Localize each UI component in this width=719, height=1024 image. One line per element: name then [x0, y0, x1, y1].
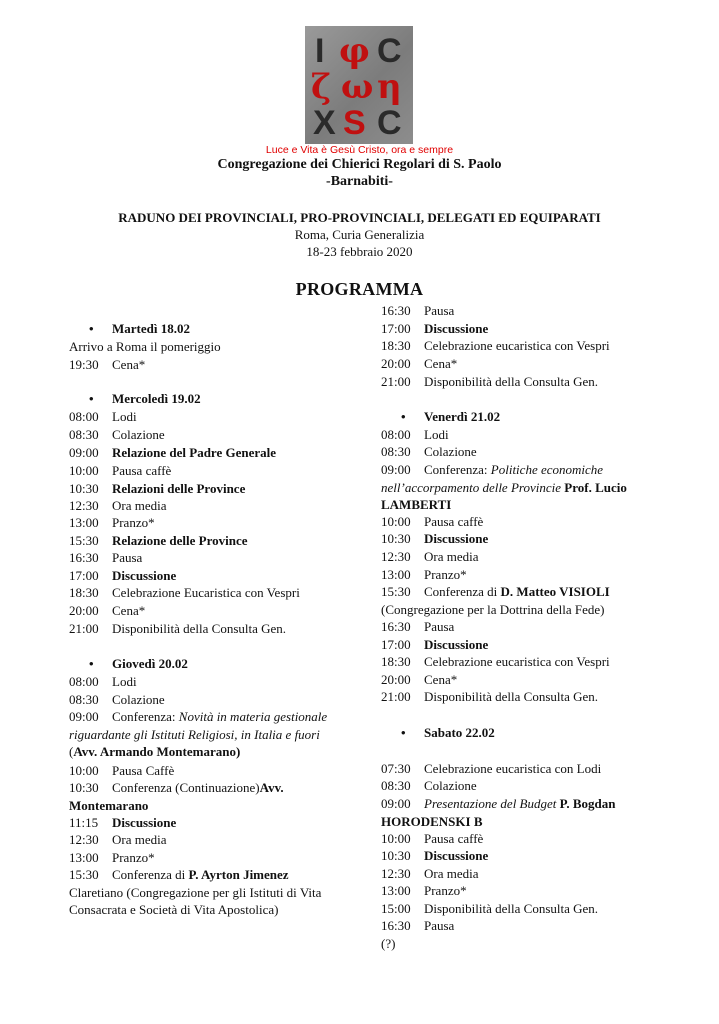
schedule-row: 20:00 Cena*	[69, 603, 146, 618]
motto: Luce e Vita è Gesù Cristo, ora e sempre	[265, 144, 454, 156]
logo-letter-2: φ	[339, 31, 370, 71]
schedule-row: 15:30 Relazione delle Province	[69, 533, 248, 548]
day-heading: • Martedì 18.02	[69, 320, 190, 338]
logo-letter-5: ω	[341, 67, 374, 107]
schedule-row: 13:00 Pranzo*	[69, 515, 155, 530]
schedule-row: 09:00 Conferenza: Novità in materia gestionale riguardante gli Istituti Religiosi, in Italia e fuori (Avv. Armando Montemarano)	[69, 709, 328, 759]
schedule-note: (?)	[381, 936, 396, 951]
logo-letter-9: C	[377, 104, 402, 142]
schedule-row: 10:30 Discussione	[381, 531, 489, 546]
meeting-dates: 18-23 febbraio 2020	[306, 244, 413, 259]
order-name: -Barnabiti-	[326, 174, 393, 189]
congregation-logo	[305, 26, 413, 144]
schedule-row: 18:30 Celebrazione Eucaristica con Vespri	[69, 585, 300, 600]
schedule-row: 09:00 Presentazione del Budget P. Bogdan HORODENSKI B	[381, 796, 616, 829]
schedule-row: 10:30 Discussione	[381, 848, 489, 863]
schedule-row: 20:00 Cena*	[381, 672, 458, 687]
schedule-row: 08:00 Lodi	[69, 674, 137, 689]
schedule-row: 12:30 Ora media	[69, 498, 167, 513]
meeting-title: RADUNO DEI PROVINCIALI, PRO-PROVINCIALI, DELEGATI ED EQUIPARATI	[118, 210, 601, 225]
schedule-row: 10:00 Pausa Caffè	[69, 763, 175, 778]
schedule-row: 18:30 Celebrazione eucaristica con Vespri	[381, 654, 610, 669]
schedule-row: 21:00 Disponibilità della Consulta Gen.	[381, 374, 599, 389]
schedule-row: 12:30 Ora media	[381, 549, 479, 564]
schedule-row: 08:30 Colazione	[69, 692, 165, 707]
schedule-row: 09:00 Conferenza: Politiche economiche nell’accorpamento delle Provincie Prof. Lucio LAMBERTI	[381, 462, 627, 512]
schedule-row: 07:30 Celebrazione eucaristica con Lodi	[381, 761, 602, 776]
schedule-row: 15:30 Conferenza di D. Matteo VISIOLI (Congregazione per la Dottrina della Fede)	[381, 584, 610, 617]
logo-letter-7: X	[313, 104, 336, 142]
schedule-row: 17:00 Discussione	[381, 637, 489, 652]
logo-letter-1: I	[315, 32, 325, 70]
meeting-place: Roma, Curia Generalizia	[294, 227, 425, 242]
schedule-row: 08:00 Lodi	[381, 427, 449, 442]
schedule-row: 08:30 Colazione	[381, 444, 477, 459]
schedule-row: 12:30 Ora media	[69, 832, 167, 847]
schedule-row: 16:30 Pausa	[381, 619, 455, 634]
logo-letter-3: C	[377, 32, 402, 70]
logo-letter-6: η	[377, 67, 402, 107]
schedule-row: 16:30 Pausa	[381, 303, 455, 318]
schedule-row: 17:00 Discussione	[69, 568, 177, 583]
schedule-row: 15:30 Conferenza di P. Ayrton Jimenez Claretiano (Congregazione per gli Istituti di Vita Consacrata e Società di Vita Apostolica)	[69, 867, 322, 917]
schedule-row: 08:30 Colazione	[381, 778, 477, 793]
day-heading: • Venerdì 21.02	[381, 408, 500, 426]
schedule-row: 10:00 Pausa caffè	[381, 831, 484, 846]
schedule-row: 16:30 Pausa	[69, 550, 143, 565]
schedule-row: 13:00 Pranzo*	[381, 567, 467, 582]
program-title: PROGRAMMA	[295, 279, 424, 299]
monogram-icon	[305, 26, 413, 144]
schedule-row: 19:30 Cena*	[69, 357, 146, 372]
schedule-row: 11:15 Discussione	[69, 815, 177, 830]
schedule-row: 10:00 Pausa caffè	[381, 514, 484, 529]
schedule-row: 21:00 Disponibilità della Consulta Gen.	[381, 689, 599, 704]
schedule-row: 12:30 Ora media	[381, 866, 479, 881]
schedule-row: 10:30 Relazioni delle Province	[69, 481, 246, 496]
congregation-name: Congregazione dei Chierici Regolari di S. Paolo	[217, 157, 502, 172]
schedule-row: 08:30 Colazione	[69, 427, 165, 442]
schedule-note: Arrivo a Roma il pomeriggio	[69, 339, 221, 354]
schedule-row: 13:00 Pranzo*	[69, 850, 155, 865]
day-heading: • Mercoledì 19.02	[69, 390, 201, 408]
schedule-row: 21:00 Disponibilità della Consulta Gen.	[69, 621, 287, 636]
schedule-row: 10:00 Pausa caffè	[69, 463, 172, 478]
schedule-row: 17:00 Discussione	[381, 321, 489, 336]
logo-letter-8: S	[343, 104, 366, 142]
day-heading: • Sabato 22.02	[381, 724, 495, 742]
schedule-row: 08:00 Lodi	[69, 409, 137, 424]
schedule-row: 09:00 Relazione del Padre Generale	[69, 445, 277, 460]
day-heading: • Giovedì 20.02	[69, 655, 188, 673]
schedule-row: 10:30 Conferenza (Continuazione)Avv. Montemarano	[69, 780, 284, 813]
schedule-row: 20:00 Cena*	[381, 356, 458, 371]
schedule-row: 18:30 Celebrazione eucaristica con Vespri	[381, 338, 610, 353]
schedule-row: 13:00 Pranzo*	[381, 883, 467, 898]
schedule-row: 16:30 Pausa	[381, 918, 455, 933]
schedule-row: 15:00 Disponibilità della Consulta Gen.	[381, 901, 599, 916]
logo-letter-4: ζ	[311, 67, 332, 107]
